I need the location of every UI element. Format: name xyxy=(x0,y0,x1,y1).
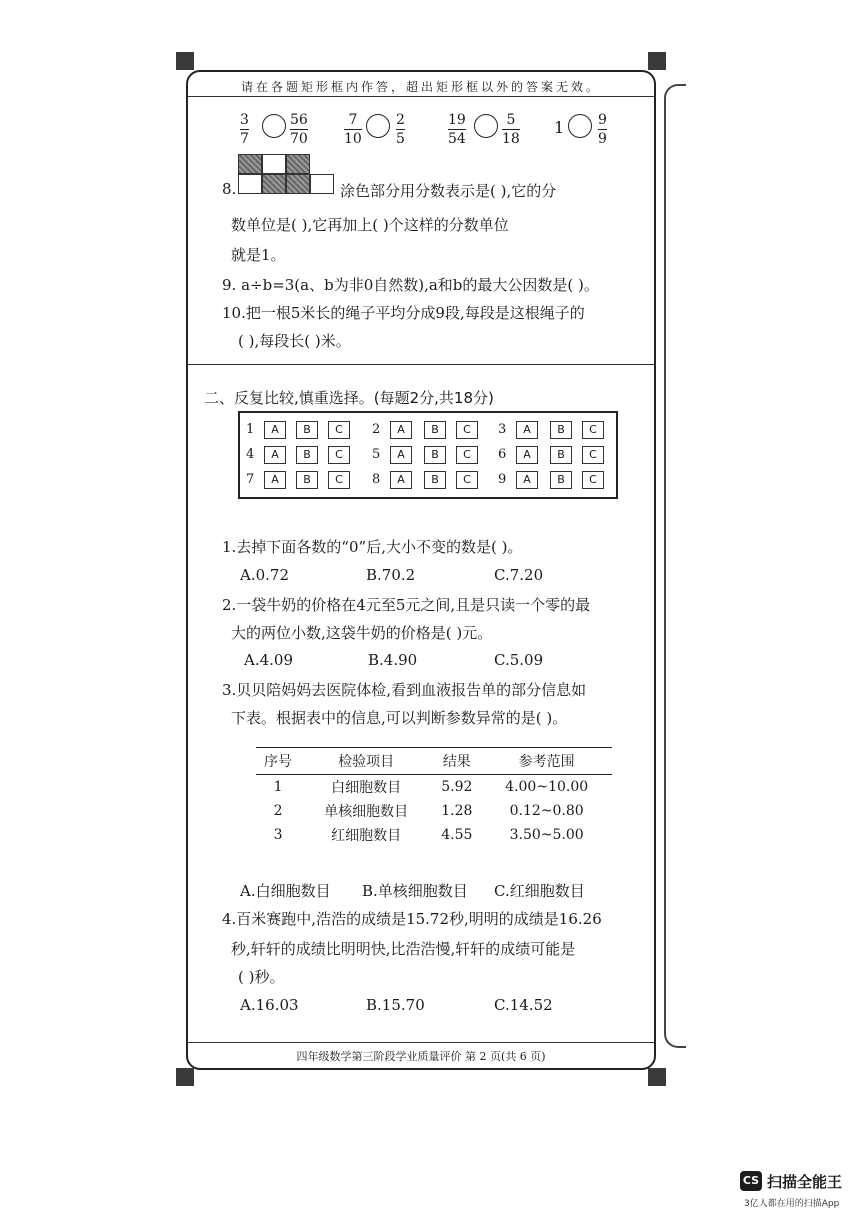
option-b-box[interactable]: B xyxy=(296,421,318,439)
s2q4-option-a: A.16.03 xyxy=(240,996,299,1014)
option-b-box[interactable]: B xyxy=(550,446,572,464)
s2q1-option-a: A.0.72 xyxy=(240,566,289,584)
table-row xyxy=(256,799,612,823)
s2q2-option-a: A.4.09 xyxy=(244,651,293,669)
section-divider xyxy=(188,364,654,365)
header-divider xyxy=(188,96,654,97)
q10-line2: ( ),每段长( )米。 xyxy=(238,332,351,350)
q10-line1: 10.把一根5米长的绳子平均分成9段,每段是这根绳子的 xyxy=(222,304,585,322)
grid-cell xyxy=(238,154,262,174)
answer-row xyxy=(240,419,616,441)
fraction: 5 18 xyxy=(502,112,520,147)
question-number: 3 xyxy=(498,422,507,437)
s2q3-line2: 下表。根据表中的信息,可以判断参数异常的是( )。 xyxy=(231,709,568,727)
option-b-box[interactable]: B xyxy=(424,421,446,439)
option-a-box[interactable]: A xyxy=(264,471,286,489)
compare-circle[interactable] xyxy=(474,114,498,138)
option-a-box[interactable]: A xyxy=(390,446,412,464)
table-header-row xyxy=(256,748,612,775)
fraction: 2 5 xyxy=(396,112,405,147)
s2q4-option-b: B.15.70 xyxy=(366,996,425,1014)
table-cell: 1 xyxy=(273,779,283,795)
corner-marker-bottom-right xyxy=(648,1068,666,1086)
grid-cell xyxy=(238,174,262,194)
question-number: 5 xyxy=(372,447,381,462)
grid-cell xyxy=(286,154,310,174)
s2q4-line1: 4.百米赛跑中,浩浩的成绩是15.72秒,明明的成绩是16.26 xyxy=(222,910,602,928)
answer-grid xyxy=(238,411,618,499)
option-a-box[interactable]: A xyxy=(516,421,538,439)
grid-cell xyxy=(262,154,286,174)
grid-cell xyxy=(310,174,334,194)
option-b-box[interactable]: B xyxy=(550,421,572,439)
table-cell: 白细胞数目 xyxy=(331,780,402,796)
option-a-box[interactable]: A xyxy=(516,446,538,464)
instruction-header: 请在各题矩形框内作答，超出矩形框以外的答案无效。 xyxy=(240,80,601,94)
question-number: 8 xyxy=(372,472,381,487)
fraction: 7 10 xyxy=(344,112,362,147)
corner-marker-top-left xyxy=(176,52,194,70)
table-cell: 1.28 xyxy=(441,803,473,819)
s2q3-option-c: C.红细胞数目 xyxy=(494,882,585,900)
question-number: 4 xyxy=(246,447,255,462)
q8-line1: 涂色部分用分数表示是( ),它的分 xyxy=(340,182,557,200)
option-b-box[interactable]: B xyxy=(296,471,318,489)
s2q4-line3: ( )秒。 xyxy=(238,968,285,986)
table-row xyxy=(256,823,612,847)
table-cell: 4.55 xyxy=(441,827,473,843)
option-b-box[interactable]: B xyxy=(296,446,318,464)
compare-circle[interactable] xyxy=(262,114,286,138)
question-number: 2 xyxy=(372,422,381,437)
option-c-box[interactable]: C xyxy=(456,446,478,464)
option-c-box[interactable]: C xyxy=(456,471,478,489)
answer-row xyxy=(240,444,616,466)
fraction: 9 9 xyxy=(598,112,607,147)
s2q4-option-c: C.14.52 xyxy=(494,996,553,1014)
option-c-box[interactable]: C xyxy=(582,471,604,489)
table-cell: 4.00~10.00 xyxy=(505,779,589,795)
column-header: 结果 xyxy=(432,748,481,775)
watermark-tagline: 3亿人都在用的扫描App xyxy=(744,1199,840,1209)
option-b-box[interactable]: B xyxy=(424,446,446,464)
s2q1-stem: 1.去掉下面各数的“0”后,大小不变的数是( )。 xyxy=(222,538,523,556)
column-header: 检验项目 xyxy=(300,748,432,775)
fraction: 56 70 xyxy=(290,112,308,147)
s2q3-line1: 3.贝贝陪妈妈去医院体检,看到血液报告单的部分信息如 xyxy=(222,681,587,699)
question-number: 7 xyxy=(246,472,255,487)
option-b-box[interactable]: B xyxy=(550,471,572,489)
answer-row xyxy=(240,469,616,491)
table-cell: 红细胞数目 xyxy=(331,828,402,844)
option-a-box[interactable]: A xyxy=(390,421,412,439)
option-c-box[interactable]: C xyxy=(582,446,604,464)
column-header: 参考范围 xyxy=(481,748,612,775)
q8-number: 8. xyxy=(222,180,237,198)
option-c-box[interactable]: C xyxy=(328,471,350,489)
q8-line3: 就是1。 xyxy=(231,246,286,264)
compare-circle[interactable] xyxy=(568,114,592,138)
s2q2-option-c: C.5.09 xyxy=(494,651,544,669)
s2q2-option-b: B.4.90 xyxy=(368,651,418,669)
option-a-box[interactable]: A xyxy=(264,421,286,439)
option-c-box[interactable]: C xyxy=(328,446,350,464)
compare-circle[interactable] xyxy=(366,114,390,138)
s2q3-option-b: B.单核细胞数目 xyxy=(362,882,468,900)
question-number: 1 xyxy=(246,422,255,437)
fraction: 3 7 xyxy=(240,112,249,147)
table-cell: 0.12~0.80 xyxy=(509,803,584,819)
whole-number: 1 xyxy=(554,118,565,137)
option-a-box[interactable]: A xyxy=(264,446,286,464)
watermark-brand: 扫描全能王 xyxy=(767,1173,843,1191)
blood-report-table xyxy=(256,747,612,847)
corner-marker-bottom-left xyxy=(176,1068,194,1086)
s2q2-line2: 大的两位小数,这袋牛奶的价格是( )元。 xyxy=(231,624,493,642)
table-cell: 3.50~5.00 xyxy=(509,827,584,843)
s2q1-option-c: C.7.20 xyxy=(494,566,544,584)
table-row xyxy=(256,775,612,800)
option-b-box[interactable]: B xyxy=(424,471,446,489)
next-page-frame xyxy=(664,84,686,1048)
question-number: 9 xyxy=(498,472,507,487)
table-cell: 2 xyxy=(273,803,283,819)
q9: 9. a÷b=3(a、b为非0自然数),a和b的最大公因数是( )。 xyxy=(222,276,599,294)
footer-divider xyxy=(188,1042,654,1043)
s2q4-line2: 秒,轩轩的成绩比明明快,比浩浩慢,轩轩的成绩可能是 xyxy=(231,940,576,958)
s2q1-option-b: B.70.2 xyxy=(366,566,416,584)
q8-line2: 数单位是( ),它再加上( )个这样的分数单位 xyxy=(231,216,509,234)
s2q2-line1: 2.一袋牛奶的价格在4元至5元之间,且是只读一个零的最 xyxy=(222,596,591,614)
fraction: 19 54 xyxy=(448,112,466,147)
column-header: 序号 xyxy=(256,748,300,775)
table-cell: 单核细胞数目 xyxy=(324,804,409,820)
question-number: 6 xyxy=(498,447,507,462)
option-a-box[interactable]: A xyxy=(390,471,412,489)
option-c-box[interactable]: C xyxy=(582,421,604,439)
option-a-box[interactable]: A xyxy=(516,471,538,489)
option-c-box[interactable]: C xyxy=(328,421,350,439)
table-cell: 5.92 xyxy=(441,779,473,795)
section2-title: 二、反复比较,慎重选择。(每题2分,共18分) xyxy=(204,389,494,407)
table-cell: 3 xyxy=(273,827,283,843)
s2q3-option-a: A.白细胞数目 xyxy=(240,882,331,900)
option-c-box[interactable]: C xyxy=(456,421,478,439)
grid-cell xyxy=(286,174,310,194)
camscanner-logo-icon: CS xyxy=(740,1171,762,1191)
grid-cell xyxy=(262,174,286,194)
corner-marker-top-right xyxy=(648,52,666,70)
page-footer: 四年级数学第三阶段学业质量评价 第 2 页(共 6 页) xyxy=(296,1050,546,1063)
